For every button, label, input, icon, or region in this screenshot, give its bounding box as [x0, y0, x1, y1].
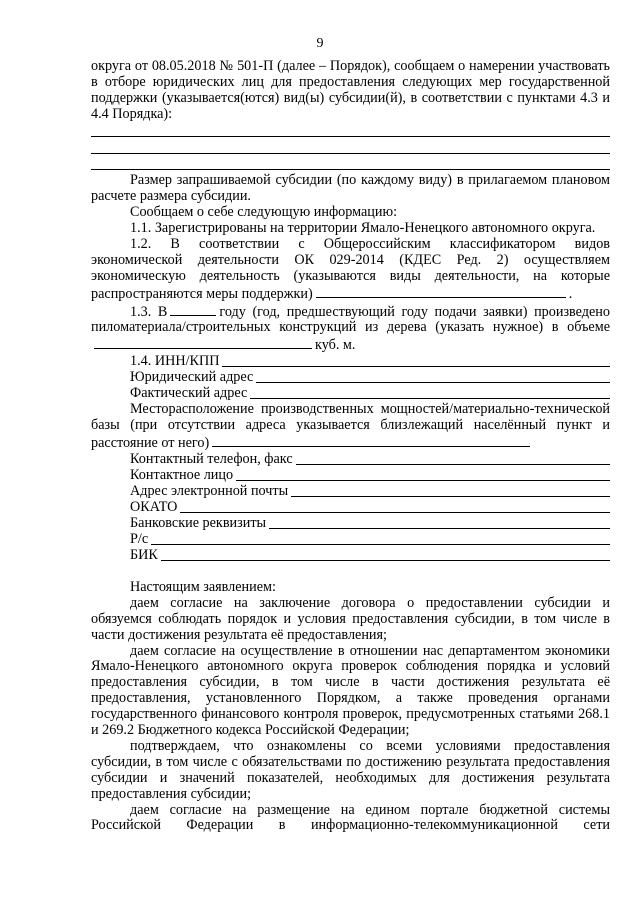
- bank-fill: [269, 516, 610, 529]
- actual-address-label: Фактический адрес: [130, 385, 248, 402]
- actual-address-row: [91, 386, 610, 402]
- location-paragraph: [91, 402, 610, 452]
- account-fill: [151, 532, 610, 545]
- intro-paragraph: округа от 08.05.2018 № 501-П (далее – Порядок), сообщаем о намерении участвовать в отборе юридических лиц для предоставления следующих мер государственной поддержки (указывается(ются) вид(ы) субсидии(й), в соответствии с пунктами 4.3 и 4.4 Порядка):: [91, 58, 610, 122]
- bik-row: [91, 548, 610, 564]
- account-label: Р/с: [130, 531, 149, 548]
- email-fill: [291, 484, 610, 497]
- inn-row: [91, 354, 610, 370]
- legal-address-row: [91, 370, 610, 386]
- statement-2: даем согласие на осуществление в отношении нас департаментом экономики Ямало-Ненецкого автономного округа проверок соблюдения порядка и условий предоставления субсидии, в том числе в части достижения результата её предоставления, установленного Порядком, а также проведения органами государственного финансового контроля проверок, предусмотренных статьями 268.1 и 269.2 Бюджетного кодекса Российской Федерации;: [91, 642, 610, 739]
- inn-fill: [222, 354, 610, 367]
- page-number: 9: [316, 36, 324, 51]
- item-1-3-prefix: 1.3. В: [130, 303, 168, 320]
- item-1-2-text: 1.2. В соответствии с Общероссийским классификатором видов экономической деятельности ОК 029-2014 (КДЕС Ред. 2) осуществляем экономическую деятельность (указываются виды деятельности, на которые распространяются меры поддержки): [91, 235, 610, 302]
- item-1-2-fill: [316, 285, 566, 298]
- contact-fill: [236, 468, 610, 481]
- legal-address-fill: [256, 370, 610, 383]
- okato-fill: [180, 500, 610, 513]
- location-text: Месторасположение производственных мощностей/материально-технической базы (при отсутствии адреса указывается близлежащий населённый пункт и расстояние от него): [91, 401, 610, 452]
- legal-address-label: Юридический адрес: [130, 369, 254, 386]
- statement-4: даем согласие на размещение на едином портале бюджетной системы Российской Федерации в информационно-телекоммуникационной сети: [91, 801, 610, 834]
- actual-address-fill: [250, 386, 610, 399]
- item-1-3-unit: куб. м.: [315, 337, 356, 354]
- okato-row: [91, 500, 610, 516]
- subsidy-type-line-3: [91, 156, 610, 170]
- statement-intro: Настоящим заявлением:: [130, 578, 276, 595]
- bank-row: [91, 516, 610, 532]
- inn-label: 1.4. ИНН/КПП: [130, 353, 220, 370]
- statement-1: даем согласие на заключение договора о предоставлении субсидии и обязуемся соблюдать порядок и условия предоставления субсидии, в том числе в части достижения результата её предоставления;: [91, 594, 610, 643]
- document-body: [91, 59, 610, 834]
- bik-label: БИК: [130, 547, 158, 564]
- item-1-1: 1.1. Зарегистрированы на территории Ямало-Ненецкого автономного округа.: [130, 220, 596, 237]
- statement-3: подтверждаем, что ознакомлены со всеми условиями предоставления субсидии, в том числе с обязательствами по достижению результата предоставления субсидии и значений показателей, необходимых для достижения результата предоставления субсидии;: [91, 737, 610, 802]
- info-intro: Сообщаем о себе следующую информацию:: [130, 204, 398, 221]
- phone-label: Контактный телефон, факс: [130, 451, 293, 468]
- item-1-3-volume-fill: [94, 336, 312, 349]
- subsidy-type-line-2: [91, 140, 610, 154]
- contact-row: [91, 468, 610, 484]
- contact-label: Контактное лицо: [130, 467, 234, 484]
- bik-fill: [161, 548, 610, 561]
- item-1-2: 1.2. В соответствии с Общероссийским классификатором видов экономической деятельности ОК 029-2014 (КДЕС Ред. 2) осуществляем экономическую деятельность (указываются виды деятельности, на которые распространяются меры поддержки) .: [91, 235, 610, 302]
- location-fill: [212, 434, 530, 447]
- okato-label: ОКАТО: [130, 499, 178, 516]
- phone-fill: [296, 452, 610, 465]
- bank-label: Банковские реквизиты: [130, 515, 267, 532]
- item-1-3-text: году (год, предшествующий году подачи заявки) произведено пиломатериала/строительных конструкций из дерева (указать нужное) в объеме: [91, 303, 610, 336]
- account-row: [91, 532, 610, 548]
- subsidy-type-line-1: [91, 123, 610, 137]
- phone-row: [91, 452, 610, 468]
- item-1-3: [91, 303, 610, 355]
- item-1-3-year-fill: [170, 303, 216, 316]
- spacer: [91, 564, 610, 580]
- subsidy-size-paragraph: Размер запрашиваемой субсидии (по каждому виду) в прилагаемом плановом расчете размера субсидии.: [91, 172, 610, 205]
- email-label: Адрес электронной почты: [130, 483, 289, 500]
- email-row: [91, 484, 610, 500]
